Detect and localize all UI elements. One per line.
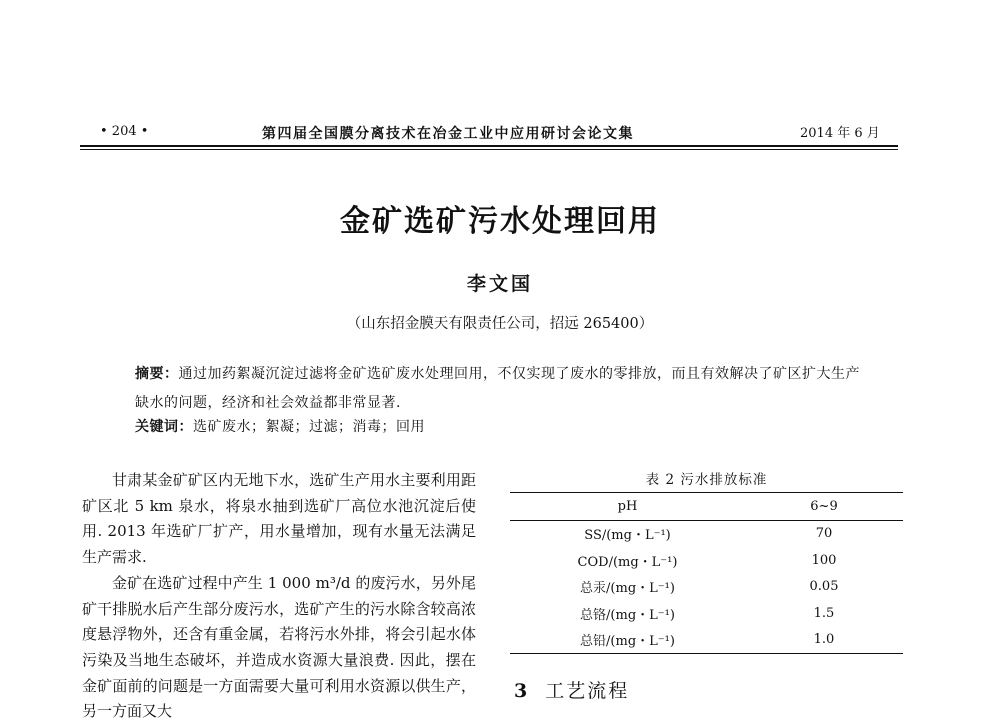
publication-date: 2014 年 6 月 (800, 126, 880, 141)
keywords-label: 关键词： (135, 419, 193, 435)
table-header-row (510, 493, 903, 521)
section-title: 工艺流程 (545, 680, 630, 702)
table-cell: 1.5 (813, 605, 835, 621)
header-rule-thin (80, 149, 898, 150)
section-heading (514, 676, 629, 703)
table-cell: 100 (811, 552, 837, 568)
discharge-standard-table (510, 492, 903, 654)
table-row (510, 574, 903, 601)
abstract-text: 通过加药絮凝沉淀过滤将金矿选矿废水处理回用，不仅实现了废水的零排放，而且有效解决了矿区扩大生产缺水的问题，经济和社会效益都非常显著. (135, 366, 860, 411)
table-cell: 0.05 (809, 579, 839, 595)
table-row (510, 627, 903, 654)
table-caption: 表 2 污水排放标准 (645, 472, 768, 488)
body-paragraph: 甘肃某金矿矿区内无地下水，选矿生产用水主要利用距矿区北 5 km 泉水，将泉水抽到选矿厂高位水池沉淀后使用. 2013 年选矿厂扩产，用水量增加，现有水量无法满足生产需求. (82, 471, 476, 567)
table-cell: 70 (815, 526, 833, 542)
table-cell: SS/(mg・L⁻¹) (584, 528, 671, 544)
table-row (510, 600, 903, 627)
table-cell: 总铅/(mg・L⁻¹) (510, 627, 745, 654)
table-row (510, 520, 903, 547)
table-cell: COD/(mg・L⁻¹) (577, 554, 678, 570)
paper-title: 金矿选矿污水处理回用 (340, 204, 660, 239)
section-number: 3 (514, 680, 530, 702)
journal-title: 第四届全国膜分离技术在冶金工业中应用研讨会论文集 (262, 126, 634, 142)
author-name: 李文国 (466, 273, 533, 295)
keywords (135, 416, 425, 436)
abstract (135, 360, 865, 418)
table-header-cell: pH (510, 493, 745, 521)
body-text (82, 468, 476, 725)
table-cell: 总铬/(mg・L⁻¹) (580, 607, 675, 623)
header-rule-thick (80, 145, 898, 147)
table-row (510, 547, 903, 574)
author-affiliation: （山东招金膜天有限责任公司，招远 265400） (346, 316, 654, 332)
body-paragraph: 金矿在选矿过程中产生 1 000 m³/d 的废污水，另外尾矿干排脱水后产生部分废污水，选矿产生的污水除含较高浓度悬浮物外，还含有重金属，若将污水外排，将会引起水体污染及当地生态破坏，并造成水资源大量浪费. 因此，摆在金矿面前的问题是一方面需要大量可利用水资源以供生产，另一方面又大 (82, 573, 476, 721)
keywords-text: 选矿废水；絮凝；过滤；消毒；回用 (193, 419, 425, 435)
abstract-label: 摘要： (135, 366, 179, 382)
table-cell: 总汞/(mg・L⁻¹) (580, 581, 675, 597)
page-number: • 204 • (100, 124, 149, 139)
table-cell: 1.0 (745, 627, 903, 654)
table-header-cell: 6~9 (745, 493, 903, 521)
